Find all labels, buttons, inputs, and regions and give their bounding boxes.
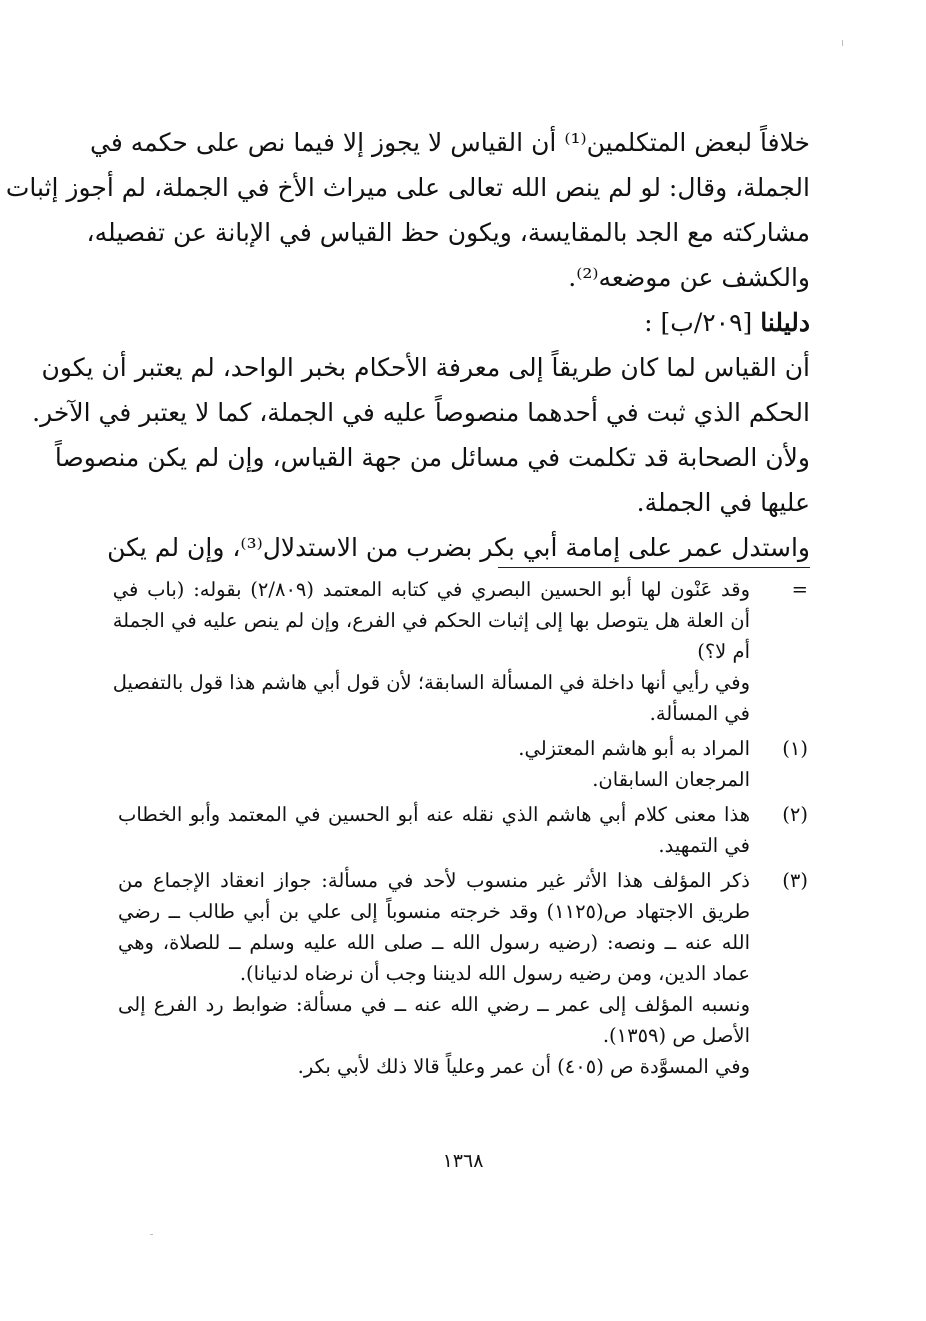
- text-line: خلافاً لبعض المتكلمين⁽¹⁾ أن القياس لا يجوز إلا فيما نص على حكمه في: [90, 128, 810, 157]
- text-line: ولأن الصحابة قد تكلمت في مسائل من جهة القياس، وإن لم يكن منصوصاً: [54, 443, 810, 472]
- footnote-line: في المسألة.: [649, 702, 750, 725]
- heading-label: دليلنا: [760, 308, 810, 337]
- page-number: ١٣٦٨: [442, 1150, 484, 1172]
- footnote-line: ذكر المؤلف هذا الأثر غير منسوب لأحد في مسألة: جواز انعقاد الإجماع من: [118, 869, 750, 892]
- footnotes: [112, 574, 810, 1082]
- text-line: والكشف عن موضعه⁽²⁾.: [568, 263, 810, 292]
- scan-mark: [842, 40, 843, 46]
- footnote-number: (٢): [782, 803, 808, 826]
- footnote-line: طريق الاجتهاد ص(١١٢٥) وقد خرجته منسوباً إلى علي بن أبي طالب ــ رضي: [118, 900, 750, 923]
- footnote-line: أن العلة هل يتوصل بها إلى إثبات الحكم في الفرع، وإن لم ينص عليه في الجملة: [112, 609, 750, 632]
- footnote-line: الأصل ص (١٣٥٩).: [602, 1024, 750, 1047]
- footnote-number: (١): [782, 737, 808, 760]
- footnote-line: عماد الدين، ومن رضيه رسول الله لديننا وجب أن نرضاه لدنيانا).: [239, 962, 750, 985]
- footnote-line: وقد عَنْون لها أبو الحسين البصري في كتابه المعتمد (٢/٨٠٩) بقوله: (باب في: [112, 578, 750, 601]
- continuation-marker: =: [791, 578, 808, 601]
- footnote: [118, 799, 810, 861]
- text-line: واستدل عمر على إمامة أبي بكر بضرب من الاستدلال⁽³⁾، وإن لم يكن: [107, 533, 810, 562]
- footnote: [118, 733, 810, 795]
- footnote-line: وفي رأيي أنها داخلة في المسألة السابقة؛ لأن قول أبي هاشم هذا قول بالتفصيل: [112, 671, 750, 694]
- scan-mark: [150, 1234, 153, 1235]
- footnote-line: أم لا؟): [697, 640, 750, 663]
- text-line: مشاركته مع الجد بالمقايسة، ويكون حظ القياس في الإبانة عن تفصيله،: [86, 218, 810, 247]
- footnote-line: ونسبه المؤلف إلى عمر ــ رضي الله عنه ــ في مسألة: ضوابط رد الفرع إلى: [118, 993, 750, 1016]
- text-line: عليها في الجملة.: [636, 488, 810, 517]
- footnote-continuation: [112, 574, 810, 729]
- footnote-line: وفي المسوَّدة ص (٤٠٥) أن عمر وعلياً قالا ذلك لأبي بكر.: [297, 1055, 750, 1078]
- footnote-separator: [498, 567, 810, 568]
- section-heading: [118, 300, 810, 345]
- footnote-line: الله عنه ــ ونصه: (رضيه رسول الله ــ صلى الله عليه وسلم ــ للصلاة، وهي: [118, 931, 750, 954]
- footnote-line: هذا معنى كلام أبي هاشم الذي نقله عنه أبو الحسين في المعتمد وأبو الخطاب: [118, 803, 750, 826]
- footnote-line: المراد به أبو هاشم المعتزلي.: [518, 737, 750, 760]
- text-line: الحكم الذي ثبت في أحدهما منصوصاً عليه في الجملة، كما لا يعتبر في الآخر.: [32, 398, 810, 427]
- footnote-number: (٣): [782, 869, 808, 892]
- footnote: [118, 865, 810, 1082]
- heading-ref: [٢٠٩/ب] :: [644, 308, 753, 337]
- text-line: الجملة، وقال: لو لم ينص الله تعالى على ميراث الأخ في الجملة، لم أجوز إثبات: [5, 173, 810, 202]
- text-line: أن القياس لما كان طريقاً إلى معرفة الأحكام بخبر الواحد، لم يعتبر أن يكون: [41, 353, 810, 382]
- main-text: [5, 120, 810, 570]
- footnote-line: في التمهيد.: [658, 834, 750, 857]
- footnote-line: المرجعان السابقان.: [592, 768, 750, 791]
